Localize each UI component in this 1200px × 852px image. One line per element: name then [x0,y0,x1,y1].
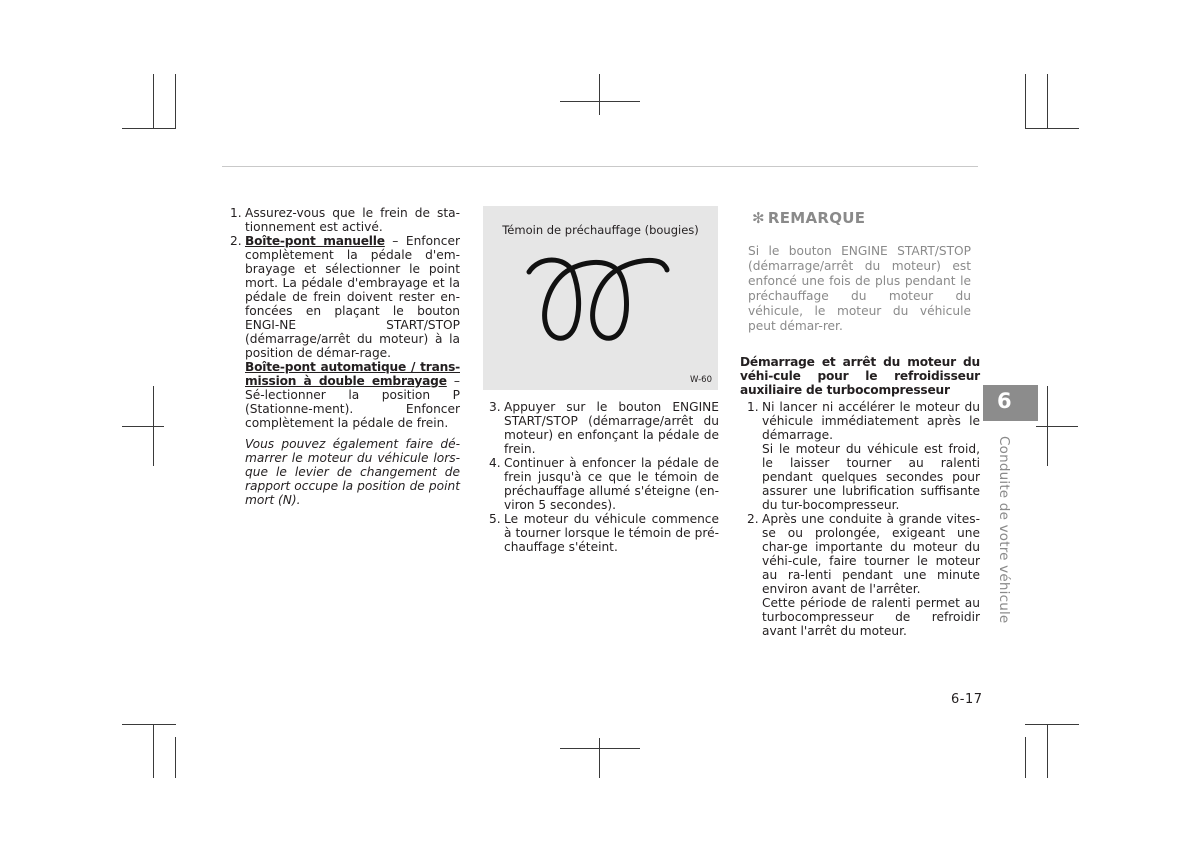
list-item [482,512,719,554]
list-item-continued: Si le moteur du véhicule est froid, le laisser tourner au ralenti pendant quelques secondes pour assurer une lubrification suffisante du tur-bocompresseur. [762,442,980,512]
crop-mark [599,74,600,115]
chapter-number: 6 [997,389,1012,413]
item-text: Continuer à enfoncer la pédale de frein jusqu'à ce que le témoin de préchauffage allumé s'éteigne (en-viron 5 secondes). [504,456,719,512]
item-text: Après une conduite à grande vites-se ou prolongée, exigeant une char-ge importante du moteur du véhi-cule, faire tourner le moteur au ra-lenti pendant une minute environ avant de l'arrêter. [762,512,980,596]
list-item [740,400,980,442]
item-text: Ni lancer ni accélérer le moteur du véhicule immédiatement après le démarrage. [762,400,980,442]
page-number: 6-17 [951,692,983,707]
item-number: 4. [489,456,501,470]
item-number: 2. [230,234,242,248]
item-label: Boîte-pont manuelle [245,234,385,248]
list-item [740,512,980,596]
crop-mark [175,74,176,129]
remark-text: Si le bouton ENGINE START/STOP (démarrage/arrêt du moteur) est enfoncé une fois de plus pendant le préchauffage du moteur du véhicule, le moteur du véhicule peut démar-rer. [748,244,971,333]
item-text: Appuyer sur le bouton ENGINE START/STOP (démarrage/arrêt du moteur) en enfonçant la pédale de frein. [504,400,719,456]
item-number: 5. [489,512,501,526]
remark-title: REMARQUE [767,209,866,227]
remark-symbol-icon: ✻ [752,209,765,227]
crop-mark [1047,74,1048,129]
figure-code: W-60 [690,375,712,385]
crop-mark [122,724,176,725]
right-column [740,355,980,638]
section-heading: Démarrage et arrêt du moteur du véhi-cule pour le refroidisseur auxiliaire de turbocompresseur [740,355,980,397]
crop-mark [122,426,164,427]
list-item [223,360,460,430]
item-number: 3. [489,400,501,414]
figure-glow-plug-indicator [483,206,718,390]
left-column [223,206,460,507]
crop-mark [560,748,640,749]
item-text: – Enfoncer complètement la pédale d'em-brayage et sélectionner le point mort. La pédale d'embrayage et la pédale de frein doivent rester en-foncées en plaçant le bouton ENGI-NE START/STOP (démarrage/arrêt du moteur) à la position de démar-rage. [245,234,460,360]
crop-mark [153,724,154,778]
crop-mark [1047,724,1048,778]
crop-mark [122,128,176,129]
item-label: Boîte-pont automatique / trans-mission à double embrayage [245,360,460,388]
crop-mark [560,101,640,102]
crop-mark [1025,128,1079,129]
remark-heading [752,209,865,227]
list-item [482,400,719,456]
item-text: Assurez-vous que le frein de sta-tionnement est activé. [245,206,460,234]
item-number: 2. [747,512,759,526]
list-item [223,206,460,234]
crop-mark [1025,74,1026,129]
crop-mark [1036,426,1078,427]
chapter-tab [983,385,1038,421]
crop-mark [175,737,176,778]
crop-mark [153,74,154,129]
chapter-title: Conduite de votre véhicule [996,436,1012,624]
chapter-title-vertical [996,436,1012,624]
header-rule [222,166,978,167]
crop-mark [1025,737,1026,778]
figure-caption: Témoin de préchauffage (bougies) [502,223,699,237]
glow-plug-coil-icon [483,206,718,390]
list-item [482,456,719,512]
crop-mark [599,738,600,778]
item-number: 1. [230,206,242,220]
crop-mark [1025,724,1079,725]
list-item [223,234,460,360]
item-text: – Sé-lectionner la position P (Stationne-ment). Enfoncer complètement la pédale de frein. [245,374,461,430]
middle-column [482,400,719,554]
item-number: 1. [747,400,759,414]
list-item-continued: Cette période de ralenti permet au turbocompresseur de refroidir avant l'arrêt du moteur. [762,596,980,638]
item-text: Le moteur du véhicule commence à tourner lorsque le témoin de pré-chauffage s'éteint. [504,512,719,554]
italic-note: Vous pouvez également faire dé-marrer le moteur du véhicule lors-que le levier de changement de rapport occupe la position de point mort (N). [245,437,460,507]
